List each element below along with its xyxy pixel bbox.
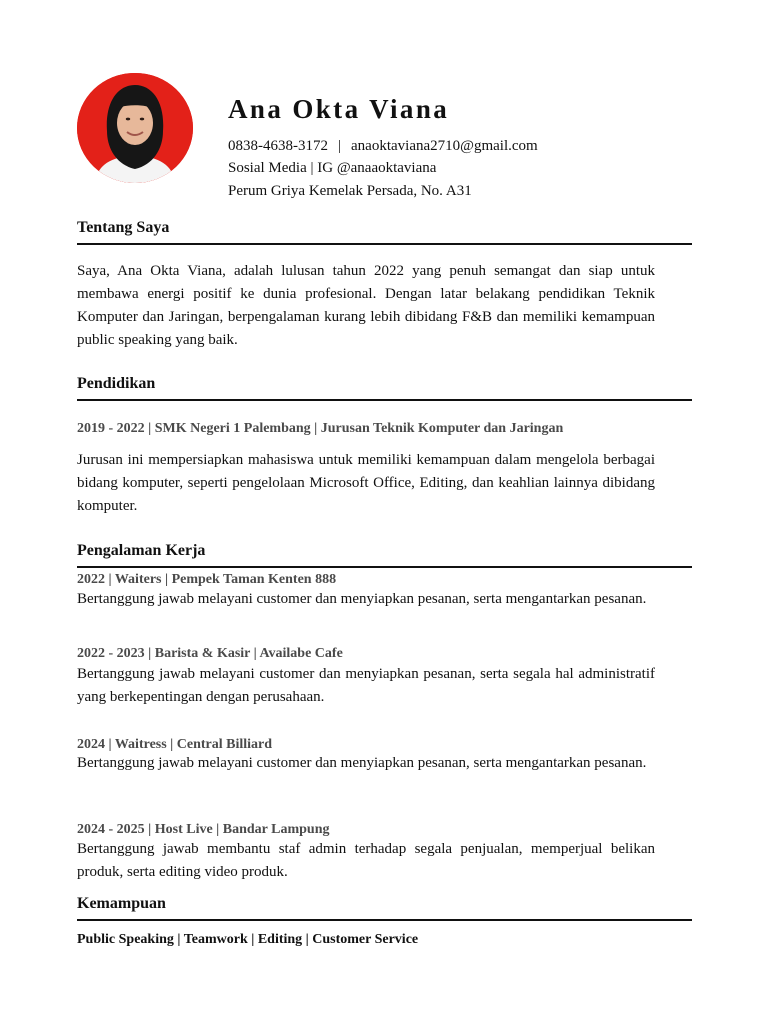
profile-photo bbox=[77, 73, 193, 183]
candidate-name: Ana Okta Viana bbox=[228, 94, 450, 124]
experience-text: Bertanggung jawab membantu staf admin terhadap segala penjualan, memperjual belikan produk, serta editing video produk. bbox=[77, 841, 655, 880]
email-address: anaoktaviana2710@gmail.com bbox=[351, 138, 538, 154]
contact-separator: | bbox=[338, 138, 342, 154]
experience-heading: 2024 | Waitress | Central Billiard bbox=[77, 737, 273, 752]
section-divider bbox=[77, 566, 692, 568]
experience-heading: 2024 - 2025 | Host Live | Bandar Lampung bbox=[77, 822, 330, 837]
section-title-about: Tentang Saya bbox=[77, 219, 170, 236]
section-divider bbox=[77, 243, 692, 245]
skills-list: Public Speaking | Teamwork | Editing | Customer Service bbox=[77, 932, 419, 947]
experience-heading: 2022 | Waiters | Pempek Taman Kenten 888 bbox=[77, 572, 337, 587]
about-text: Saya, Ana Okta Viana, adalah lulusan tahun 2022 yang penuh semangat dan siap untuk membawa energi positif ke dunia profesional. Dengan latar belakang pendidikan Teknik Komputer dan Jaringan, berpengalaman kurang lebih dibidang F&B dan memiliki kemampuan public speaking yang baik. bbox=[77, 263, 655, 348]
profile-photo-portrait bbox=[77, 73, 193, 183]
experience-text: Bertanggung jawab melayani customer dan menyiapkan pesanan, serta mengantarkan pesanan. bbox=[77, 755, 647, 771]
social-media: Sosial Media | IG @anaaoktaviana bbox=[228, 160, 437, 176]
phone-number: 0838-4638-3172 bbox=[228, 138, 328, 154]
experience-text: Bertanggung jawab melayani customer dan menyiapkan pesanan, serta segala hal administratif yang berkepentingan dengan perusahaan. bbox=[77, 666, 655, 705]
contact-line bbox=[228, 138, 538, 155]
address: Perum Griya Kemelak Persada, No. A31 bbox=[228, 183, 472, 199]
experience-heading: 2022 - 2023 | Barista & Kasir | Availabe Cafe bbox=[77, 646, 343, 661]
section-title-education: Pendidikan bbox=[77, 375, 156, 392]
section-divider bbox=[77, 399, 692, 401]
experience-text: Bertanggung jawab melayani customer dan menyiapkan pesanan, serta mengantarkan pesanan. bbox=[77, 591, 647, 607]
section-title-skills: Kemampuan bbox=[77, 895, 166, 912]
section-divider bbox=[77, 919, 692, 921]
education-text: Jurusan ini mempersiapkan mahasiswa untuk memiliki kemampuan dalam mengelola berbagai bidang komputer, seperti pengelolaan Microsoft Office, Editing, dan keahlian lainnya dibidang komputer. bbox=[77, 452, 655, 514]
section-title-experience: Pengalaman Kerja bbox=[77, 542, 206, 559]
education-heading: 2019 - 2022 | SMK Negeri 1 Palembang | Jurusan Teknik Komputer dan Jaringan bbox=[77, 421, 564, 436]
